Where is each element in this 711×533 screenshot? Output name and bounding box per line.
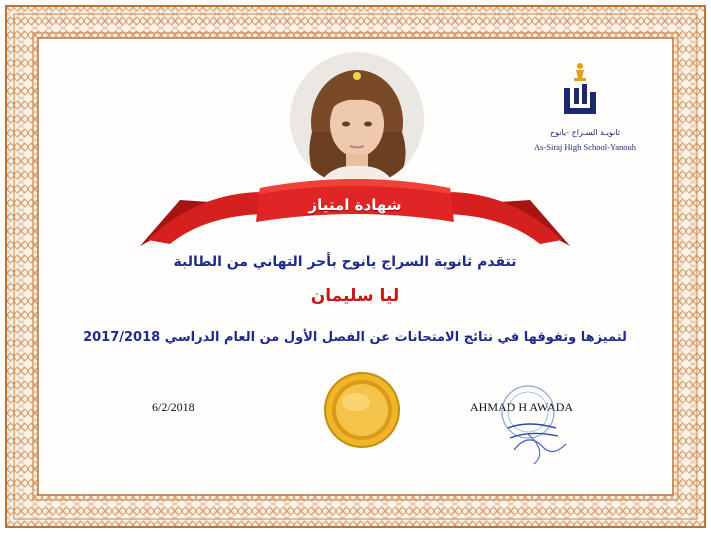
gold-seal (322, 370, 402, 450)
school-name-english: As-Siraj High School-Yanouh (533, 142, 637, 152)
signatory-name: AHMAD H AWADA (470, 400, 574, 414)
achievement-line: لتميزها وتفوقها في نتائج الامتحانات عن الفصل الأول من العام الدراسي 2017/2018 (83, 330, 627, 345)
school-logo-icon (560, 62, 600, 120)
congratulation-line: تتقدم ثانوية السراج يانوح بأحر التهاني من الطالبة (173, 254, 517, 270)
school-name-arabic: ثانويـة السـراج -يانوح (550, 128, 620, 137)
student-photo (290, 52, 424, 186)
issue-date: 6/2/2018 (152, 400, 195, 414)
school-stamp (478, 372, 578, 472)
student-name: ليا سليمان (310, 286, 400, 306)
ribbon-title: شهادة امتياز (308, 196, 402, 214)
